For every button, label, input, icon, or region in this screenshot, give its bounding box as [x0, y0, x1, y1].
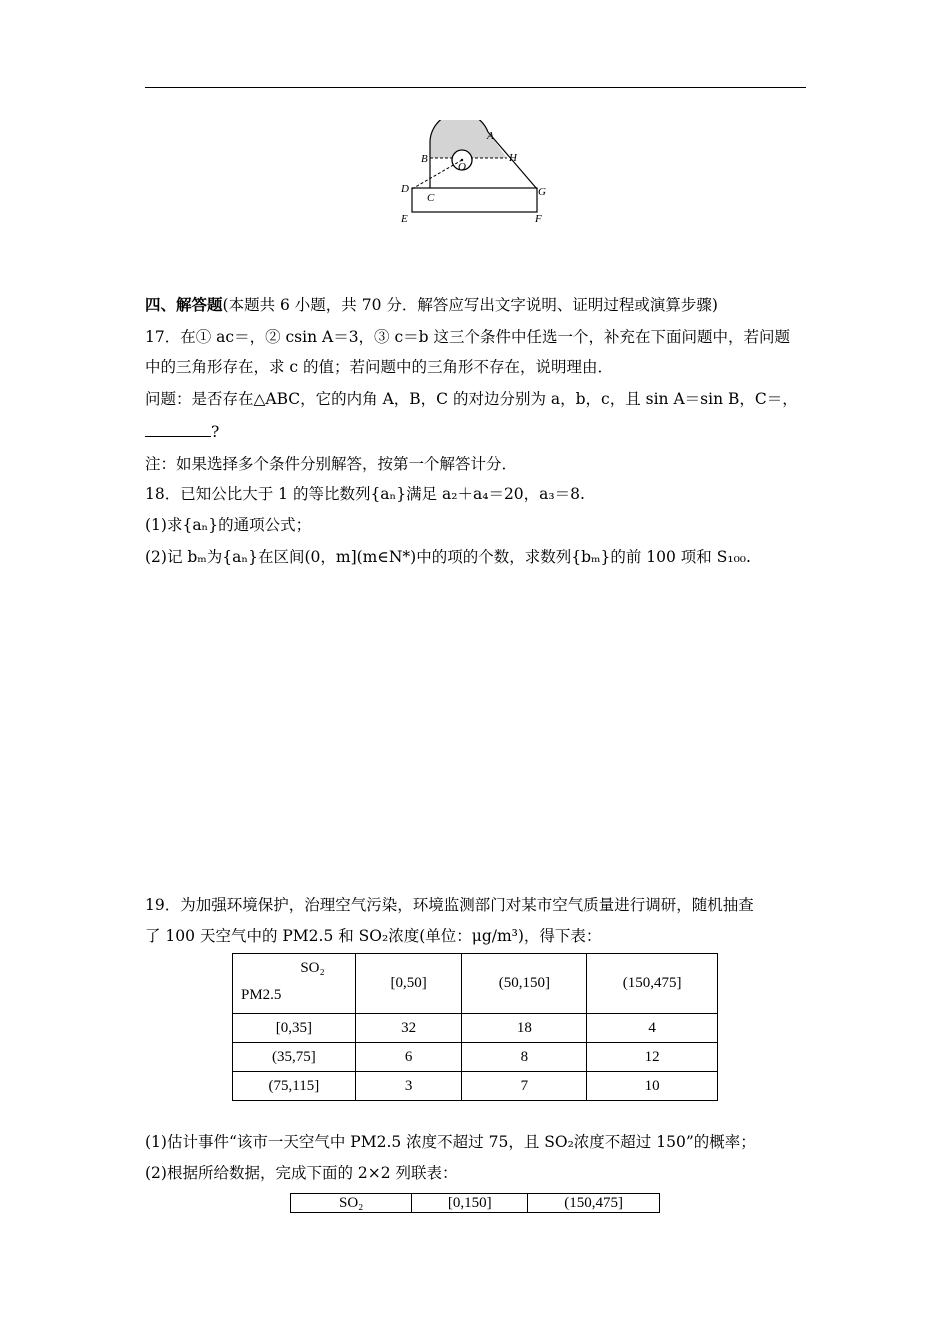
- svg-text:C: C: [427, 192, 435, 204]
- row-label: (35,75]: [233, 1043, 356, 1072]
- table-row: [233, 1043, 718, 1072]
- table2-header: SO₂: [291, 1194, 412, 1213]
- svg-text:F: F: [535, 213, 542, 225]
- table-cell: 6: [355, 1043, 462, 1072]
- q17-line1: 17．在① ac＝，② csin A＝3，③ c＝b 这三个条件中任选一个，补充在下面问题中，若问题: [145, 328, 791, 346]
- q18-part2: (2)记 bₘ为{aₙ}在区间(0，m](m∈N*)中的项的个数，求数列{bₘ}的前 100 项和 S₁₀₀.: [145, 548, 751, 566]
- table-cell: 4: [587, 1014, 718, 1043]
- svg-text:E: E: [401, 213, 408, 225]
- corner-pm25: PM2.5: [241, 987, 282, 1003]
- q17-line4: [145, 421, 815, 443]
- q17-line3: 问题：是否存在△ABC，它的内角 A，B，C 的对边分别为 a，b，c，且 sin A＝sin B，C＝，: [145, 390, 798, 408]
- table-header-row: [291, 1194, 660, 1213]
- table2-header: (150,475]: [528, 1194, 660, 1213]
- table-corner-cell: [233, 954, 356, 1014]
- answer-blank: [145, 422, 211, 437]
- q19-line2: 了 100 天空气中的 PM2.5 和 SO₂浓度(单位：μg/m³)，得下表：: [145, 927, 602, 945]
- svg-text:G: G: [538, 186, 546, 198]
- pm-so2-table: [232, 953, 718, 1101]
- geometry-figure: [395, 120, 565, 230]
- section-title: 四、解答题: [145, 295, 223, 314]
- q18-stem: 18．已知公比大于 1 的等比数列{aₙ}满足 a₂＋a₄＝20，a₃＝8.: [145, 485, 585, 503]
- top-rule: [145, 87, 806, 88]
- contingency-table: [290, 1193, 660, 1213]
- q19-part1: (1)估计事件“该市一天空气中 PM2.5 浓度不超过 75，且 SO₂浓度不超过 150”的概率；: [145, 1133, 756, 1151]
- q17-line2: 中的三角形存在，求 c 的值；若问题中的三角形不存在，说明理由．: [145, 358, 614, 376]
- corner-so2: SO₂: [300, 960, 325, 976]
- svg-text:O: O: [458, 161, 466, 173]
- row-label: [0,35]: [233, 1014, 356, 1043]
- section-heading: [145, 294, 815, 316]
- table-cell: 3: [355, 1072, 462, 1101]
- q18-part1: (1)求{aₙ}的通项公式；: [145, 516, 312, 534]
- q19-line1: 19．为加强环境保护，治理空气污染，环境监测部门对某市空气质量进行调研，随机抽查: [145, 896, 754, 914]
- table-cell: 32: [355, 1014, 462, 1043]
- table-cell: 12: [587, 1043, 718, 1072]
- q17-question-mark: ?: [211, 423, 220, 441]
- table-row: [233, 1072, 718, 1101]
- col-header: (50,150]: [462, 954, 587, 1014]
- table-cell: 10: [587, 1072, 718, 1101]
- q19-part2: (2)根据所给数据，完成下面的 2×2 列联表：: [145, 1164, 458, 1182]
- row-label: (75,115]: [233, 1072, 356, 1101]
- col-header: (150,475]: [587, 954, 718, 1014]
- svg-text:D: D: [401, 183, 409, 195]
- col-header: [0,50]: [355, 954, 462, 1014]
- table2-header: [0,150]: [412, 1194, 528, 1213]
- svg-text:A: A: [487, 130, 494, 142]
- table-cell: 18: [462, 1014, 587, 1043]
- table-cell: 7: [462, 1072, 587, 1101]
- table-row: [233, 1014, 718, 1043]
- q17-note: 注：如果选择多个条件分别解答，按第一个解答计分．: [145, 455, 518, 473]
- svg-text:B: B: [421, 153, 428, 165]
- section-note: (本题共 6 小题，共 70 分．解答应写出文字说明、证明过程或演算步骤): [222, 296, 718, 314]
- svg-text:H: H: [509, 152, 517, 164]
- table-cell: 8: [462, 1043, 587, 1072]
- table-header-row: [233, 954, 718, 1014]
